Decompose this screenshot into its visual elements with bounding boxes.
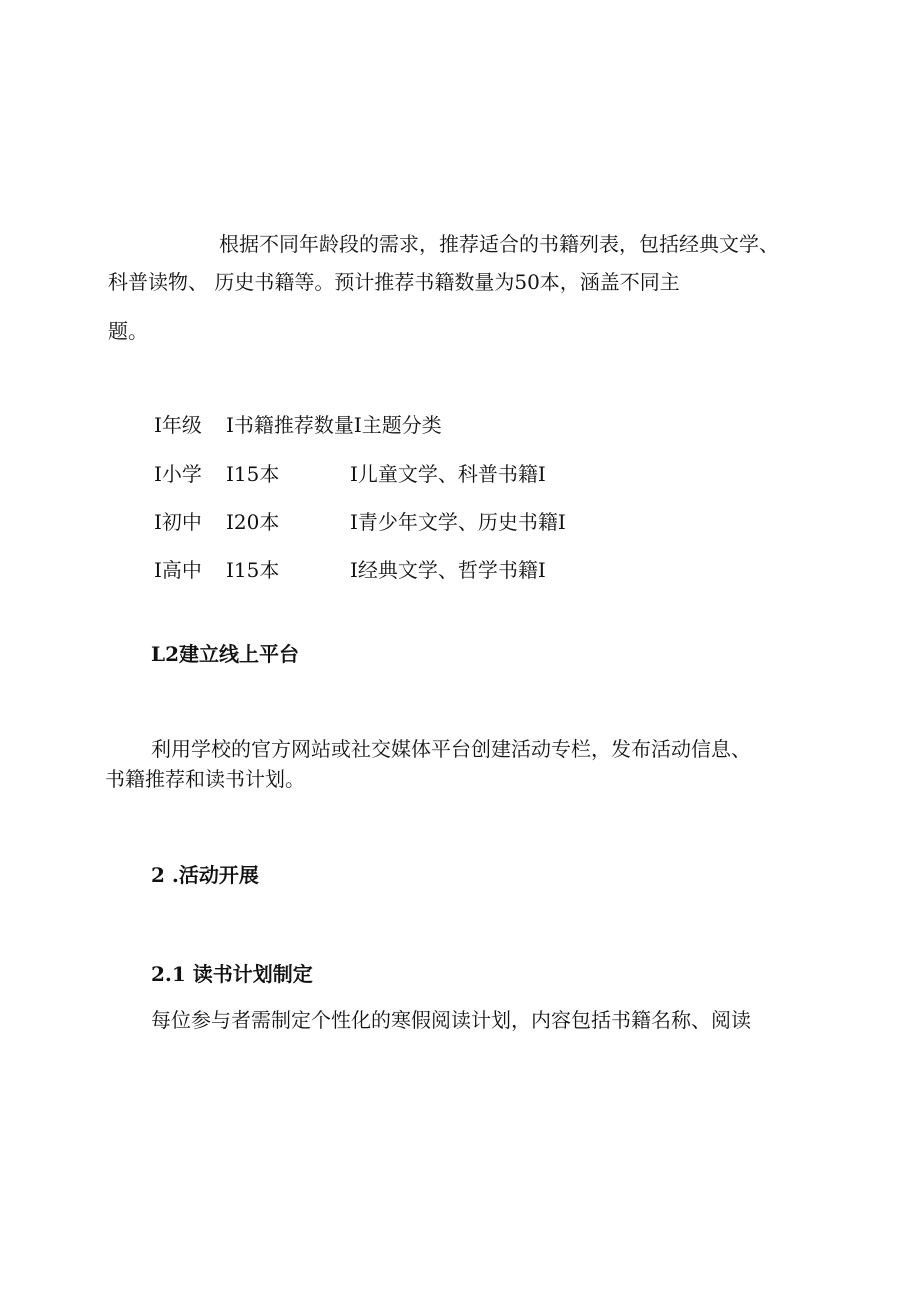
table-header-grade: I年级: [154, 413, 202, 437]
intro-line-2: 科普读物、 历史书籍等。预计推荐书籍数量为50本，涵盖不同主: [108, 270, 680, 294]
table-cell-grade: I小学: [154, 462, 202, 486]
intro-line-3: 题。: [108, 319, 148, 343]
section-1-2-body-line-2: 书籍推荐和读书计划。: [105, 767, 305, 791]
intro-line-1: 根据不同年龄段的需求，推荐适合的书籍列表，包括经典文学、: [219, 232, 779, 256]
section-2-1-body-line-1: 每位参与者需制定个性化的寒假阅读计划，内容包括书籍名称、阅读: [151, 1008, 751, 1032]
table-header-count-topic: I书籍推荐数量I主题分类: [226, 413, 442, 437]
table-cell-count: I20本: [226, 510, 280, 534]
table-cell-count: I15本: [226, 558, 280, 582]
table-cell-topic: I青少年文学、历史书籍I: [350, 510, 566, 534]
section-heading-1-2: L2建立线上平台: [151, 642, 299, 666]
table-cell-count: I15本: [226, 462, 280, 486]
table-cell-grade: I高中: [154, 558, 202, 582]
section-1-2-body-line-1: 利用学校的官方网站或社交媒体平台创建活动专栏，发布活动信息、: [151, 737, 751, 761]
table-cell-topic: I儿童文学、科普书籍I: [350, 462, 546, 486]
section-heading-2-1: 2.1 读书计划制定: [151, 962, 313, 986]
section-heading-2: 2 .活动开展: [151, 863, 259, 887]
table-cell-grade: I初中: [154, 510, 202, 534]
table-cell-topic: I经典文学、哲学书籍I: [350, 558, 546, 582]
